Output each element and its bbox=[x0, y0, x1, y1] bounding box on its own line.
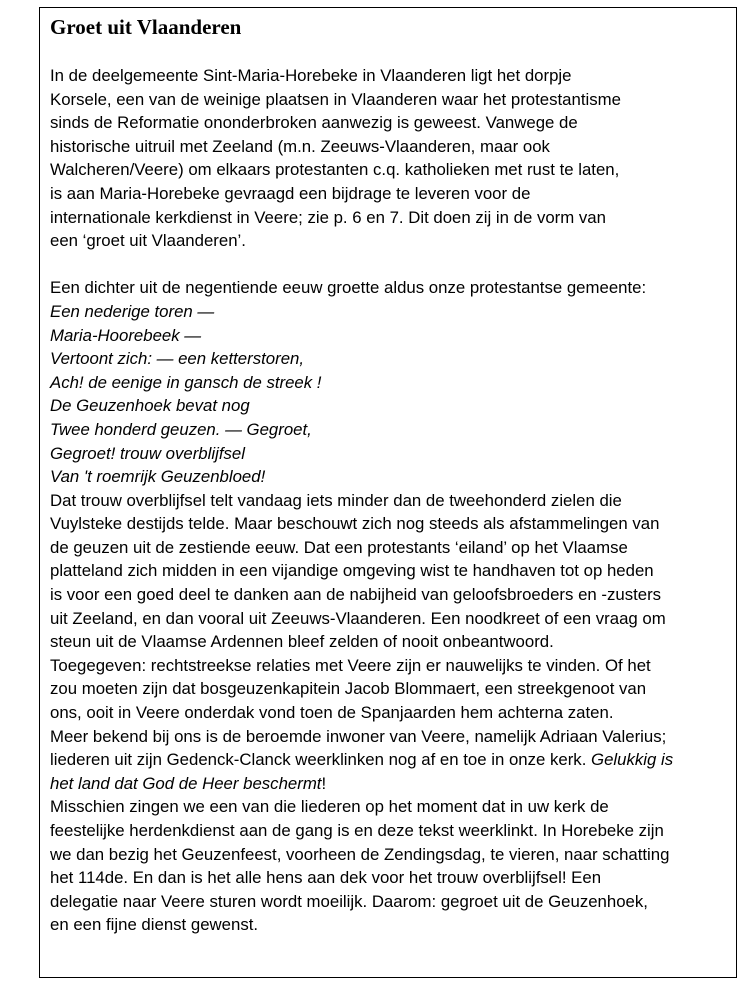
text-line: steun uit de Vlaamse Ardennen bleef zelden of nooit onbeantwoord. bbox=[50, 632, 554, 652]
intro-paragraph bbox=[50, 64, 726, 253]
text-line: internationale kerkdienst in Veere; zie p. 6 en 7. Dit doen zij in de vorm van bbox=[50, 207, 606, 227]
song-line-text: liederen uit zijn Gedenck-Clanck weerklinken nog af en toe in onze kerk. bbox=[50, 750, 592, 770]
poem-line: Gegroet! trouw overblijfsel bbox=[50, 443, 245, 463]
article-title: Groet uit Vlaanderen bbox=[50, 15, 242, 39]
poem-intro bbox=[50, 276, 726, 300]
valerius-quote-end: het land dat God de Heer beschermt bbox=[50, 773, 322, 793]
text-line: we dan bezig het Geuzenfeest, voorheen de Zendingsdag, te vieren, naar schatting bbox=[50, 844, 670, 864]
text-line: zou moeten zijn dat bosgeuzenkapitein Jacob Blommaert, een streekgenoot van bbox=[50, 679, 647, 699]
text-line: en een fijne dienst gewenst. bbox=[50, 915, 259, 935]
text-line: Toegegeven: rechtstreekse relaties met Veere zijn er nauwelijks te vinden. Of het bbox=[50, 655, 651, 675]
text-line bbox=[50, 772, 726, 796]
poem bbox=[50, 300, 726, 489]
body-paragraph bbox=[50, 489, 726, 937]
text-line: delegatie naar Veere sturen wordt moeilijk. Daarom: gegroet uit de Geuzenhoek, bbox=[50, 891, 648, 911]
text-line: Een dichter uit de negentiende eeuw groette aldus onze protestantse gemeente: bbox=[50, 278, 647, 298]
text-line: Walcheren/Veere) om elkaars protestanten c.q. katholieken met rust te laten, bbox=[50, 160, 620, 180]
article-box bbox=[39, 7, 737, 978]
text-line: Meer bekend bij ons is de beroemde inwoner van Veere, namelijk Adriaan Valerius; bbox=[50, 726, 667, 746]
poem-line: Ach! de eenige in gansch de streek ! bbox=[50, 372, 322, 392]
text-line: platteland zich midden in een vijandige omgeving wist te handhaven tot op heden bbox=[50, 561, 654, 581]
text-line: het 114de. En dan is het alle hens aan dek voor het trouw overblijfsel! Een bbox=[50, 868, 602, 888]
text-line: In de deelgemeente Sint-Maria-Horebeke in Vlaanderen ligt het dorpje bbox=[50, 66, 572, 85]
text-line: is aan Maria-Horebeke gevraagd een bijdrage te leveren voor de bbox=[50, 183, 531, 203]
text-line: uit Zeeland, en dan vooral uit Zeeuws-Vlaanderen. Een noodkreet of een vraag om bbox=[50, 608, 666, 628]
poem-line: Maria-Hoorebeek — bbox=[50, 325, 202, 345]
text-line: feestelijke herdenkdienst aan de gang is en deze tekst weerklinkt. In Horebeke zijn bbox=[50, 821, 664, 840]
text-line: ons, ooit in Veere onderdak vond toen de Spanjaarden hem achterna zaten. bbox=[50, 703, 614, 723]
text-line: Vuylsteke destijds telde. Maar beschouwt zich nog steeds als afstammelingen van bbox=[50, 514, 660, 534]
text-line: Dat trouw overblijfsel telt vandaag iets minder dan de tweehonderd zielen die bbox=[50, 490, 622, 510]
poem-line: De Geuzenhoek bevat nog bbox=[50, 396, 250, 416]
paragraph-gap bbox=[50, 253, 726, 277]
poem-line: Vertoont zich: — een ketterstoren, bbox=[50, 349, 305, 369]
poem-line: Twee honderd geuzen. — Gegroet, bbox=[50, 419, 312, 439]
text-line: de geuzen uit de zestiende eeuw. Dat een protestants ‘eiland’ op het Vlaamse bbox=[50, 537, 628, 557]
text-line: is voor een goed deel te danken aan de nabijheid van geloofsbroeders en -zusters bbox=[50, 585, 662, 605]
exclamation: ! bbox=[321, 773, 327, 793]
text-line: historische uitruil met Zeeland (m.n. Zeeuws-Vlaanderen, maar ook bbox=[50, 136, 550, 156]
poem-line: Van 't roemrijk Geuzenbloed! bbox=[50, 467, 266, 487]
poem-line: Een nederige toren — bbox=[50, 301, 215, 321]
text-line bbox=[50, 748, 726, 772]
valerius-quote-start: Gelukkig is bbox=[591, 750, 674, 770]
text-line: sinds de Reformatie ononderbroken aanwezig is geweest. Vanwege de bbox=[50, 113, 578, 133]
text-line: Misschien zingen we een van die liederen op het moment dat in uw kerk de bbox=[50, 797, 609, 817]
text-line: een ‘groet uit Vlaanderen’. bbox=[50, 231, 246, 251]
text-line: Korsele, een van de weinige plaatsen in Vlaanderen waar het protestantisme bbox=[50, 89, 621, 109]
